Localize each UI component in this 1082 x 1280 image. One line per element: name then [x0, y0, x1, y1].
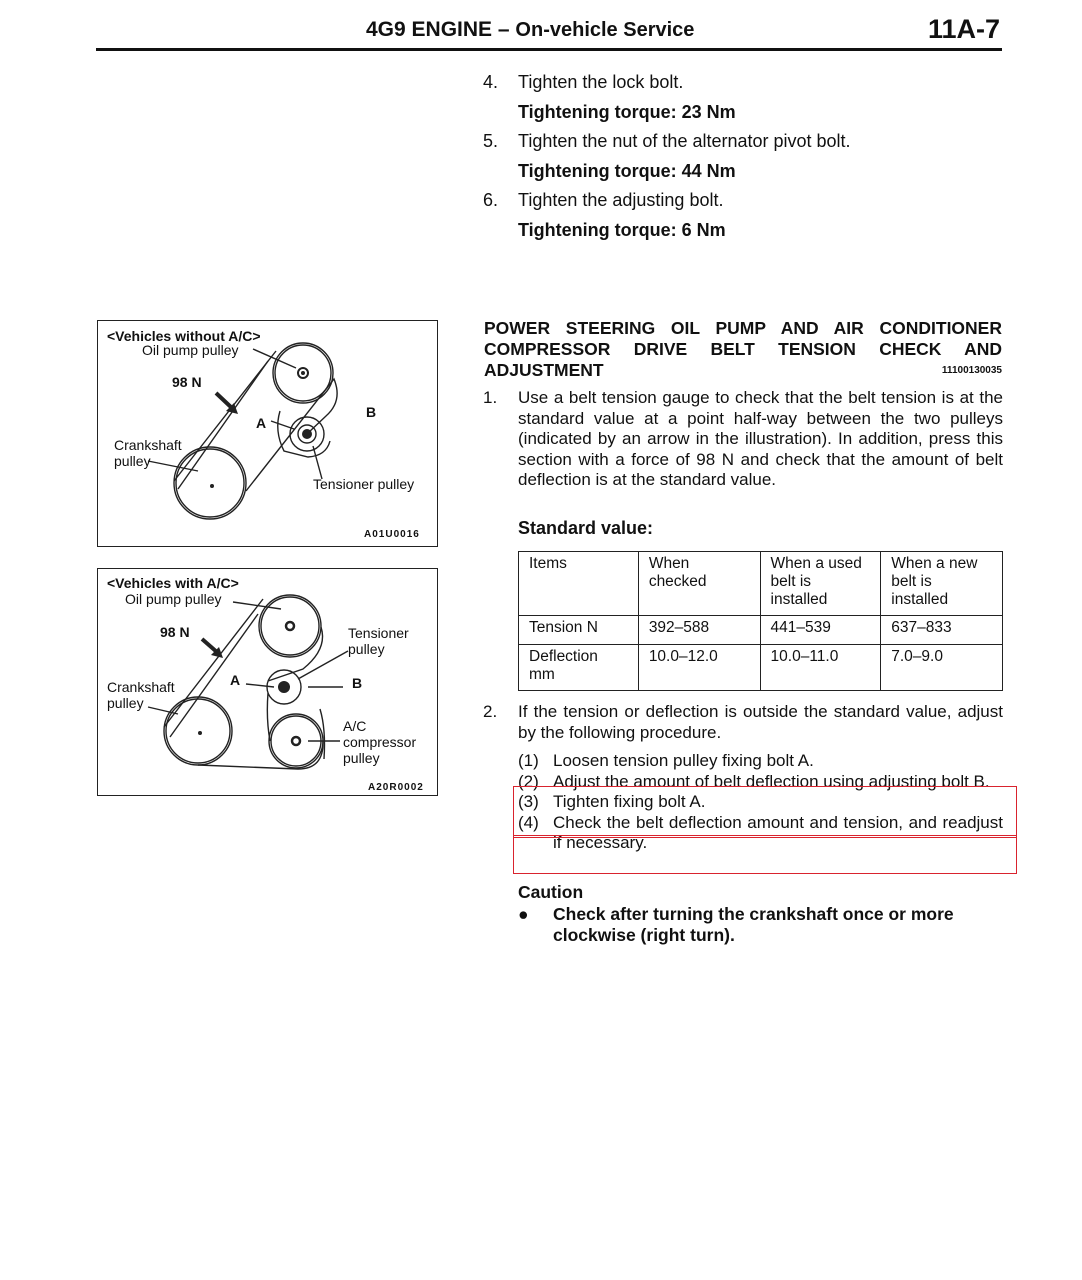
fig2-crankshaft-label-2: pulley — [107, 695, 144, 711]
table-cell: Deflection mm — [519, 645, 639, 691]
substep-4: (4) Check the belt deflection amount and tension, and readjust if necessary. — [518, 812, 1003, 852]
table-header-cell: When a new belt is installed — [881, 552, 1003, 616]
highlight-box — [513, 786, 1017, 838]
step-2: 2. If the tension or deflection is outside the standard value, adjust by the following procedure. — [483, 702, 1003, 742]
header-rule — [96, 48, 1002, 51]
table-cell: Tension N — [519, 616, 639, 645]
title-separator: – — [497, 18, 510, 41]
page-header — [0, 0, 1082, 52]
fig1-label-b: B — [366, 404, 377, 420]
table-header-cell: When checked — [638, 552, 760, 616]
header-title — [366, 18, 694, 42]
step-5: 5. Tighten the nut of the alternator pivot bolt. — [483, 131, 851, 151]
torque-step-4: Tightening torque: 23 Nm — [518, 101, 736, 122]
step-6: 6. Tighten the adjusting bolt. — [483, 190, 724, 210]
table-header-cell: Items — [519, 552, 639, 616]
highlight-box — [513, 835, 1017, 874]
fig2-ac-label-1: A/C — [343, 718, 367, 734]
figure-without-ac — [97, 320, 438, 547]
engine-title: 4G9 ENGINE — [366, 18, 493, 41]
fig2-tensioner-label-2: pulley — [348, 641, 385, 657]
section-heading — [484, 318, 1002, 383]
step-4: 4. Tighten the lock bolt. — [483, 72, 684, 92]
page-number: 11A-7 — [927, 14, 1000, 44]
table-row — [519, 645, 1003, 691]
fig2-force-label: 98 N — [160, 624, 190, 640]
table-header-cell: When a used belt is installed — [760, 552, 881, 616]
bullet-icon: ● — [518, 904, 529, 924]
fig1-title: <Vehicles without A/C> — [107, 328, 261, 344]
fig1-crankshaft-label-2: pulley — [114, 453, 151, 469]
fig2-oil-pump-label: Oil pump pulley — [125, 591, 222, 607]
section-code: 11100130035 — [941, 365, 1002, 376]
steps-top — [483, 68, 1003, 245]
figure-with-ac — [97, 568, 438, 796]
fig2-ac-label-3: pulley — [343, 750, 380, 766]
standard-value-label: Standard value: — [518, 518, 654, 538]
torque-step-5: Tightening torque: 44 Nm — [518, 160, 736, 181]
step-1: 1. Use a belt tension gauge to check that the belt tension is at the standard value at a point half-way between the two pulleys (indicated by an arrow in the illustration). In addition, press this section with a force of 98 N and check that the amount of belt deflection is at the standard value. — [483, 388, 1003, 489]
table-cell: 10.0–12.0 — [638, 645, 760, 691]
caution-block — [518, 882, 1003, 946]
substep-3: (3) Tighten fixing bolt A. — [518, 792, 706, 811]
substep-2: (2) Adjust the amount of belt deflection using adjusting bolt B. — [518, 771, 990, 791]
fig2-title: <Vehicles with A/C> — [107, 575, 239, 591]
fig1-force-label: 98 N — [172, 374, 202, 390]
section-subtitle: On-vehicle Service — [515, 19, 695, 41]
table-header-row — [519, 552, 1003, 616]
table-cell: 7.0–9.0 — [881, 645, 1003, 691]
fig2-code: A20R0002 — [368, 782, 424, 793]
fig1-oil-pump-label: Oil pump pulley — [142, 342, 239, 358]
caution-title: Caution — [518, 882, 584, 902]
table-cell: 10.0–11.0 — [760, 645, 881, 691]
table-cell: 392–588 — [638, 616, 760, 645]
fig2-tensioner-label-1: Tensioner — [348, 625, 409, 641]
substep-1: (1) Loosen tension pulley fixing bolt A. — [518, 751, 814, 770]
caution-text: Check after turning the crankshaft once or more clockwise (right turn). — [553, 904, 954, 945]
fig2-crankshaft-label-1: Crankshaft — [107, 679, 175, 695]
standard-value-table — [518, 551, 1003, 691]
fig2-ac-label-2: compressor — [343, 734, 417, 750]
table-cell: 637–833 — [881, 616, 1003, 645]
fig2-label-a: A — [230, 672, 241, 688]
fig1-label-a: A — [256, 415, 267, 431]
torque-step-6: Tightening torque: 6 Nm — [518, 219, 726, 240]
fig1-code: A01U0016 — [364, 529, 420, 540]
section-title: POWER STEERING OIL PUMP AND AIR CONDITIONER COMPRESSOR DRIVE BELT TENSION CHECK AND ADJUSTMENT 11100130035 — [484, 318, 1002, 383]
fig1-crankshaft-label-1: Crankshaft — [114, 437, 182, 453]
fig1-tensioner-label: Tensioner pulley — [313, 476, 415, 492]
table-cell: 441–539 — [760, 616, 881, 645]
fig2-label-b: B — [352, 675, 363, 691]
table-row — [519, 616, 1003, 645]
